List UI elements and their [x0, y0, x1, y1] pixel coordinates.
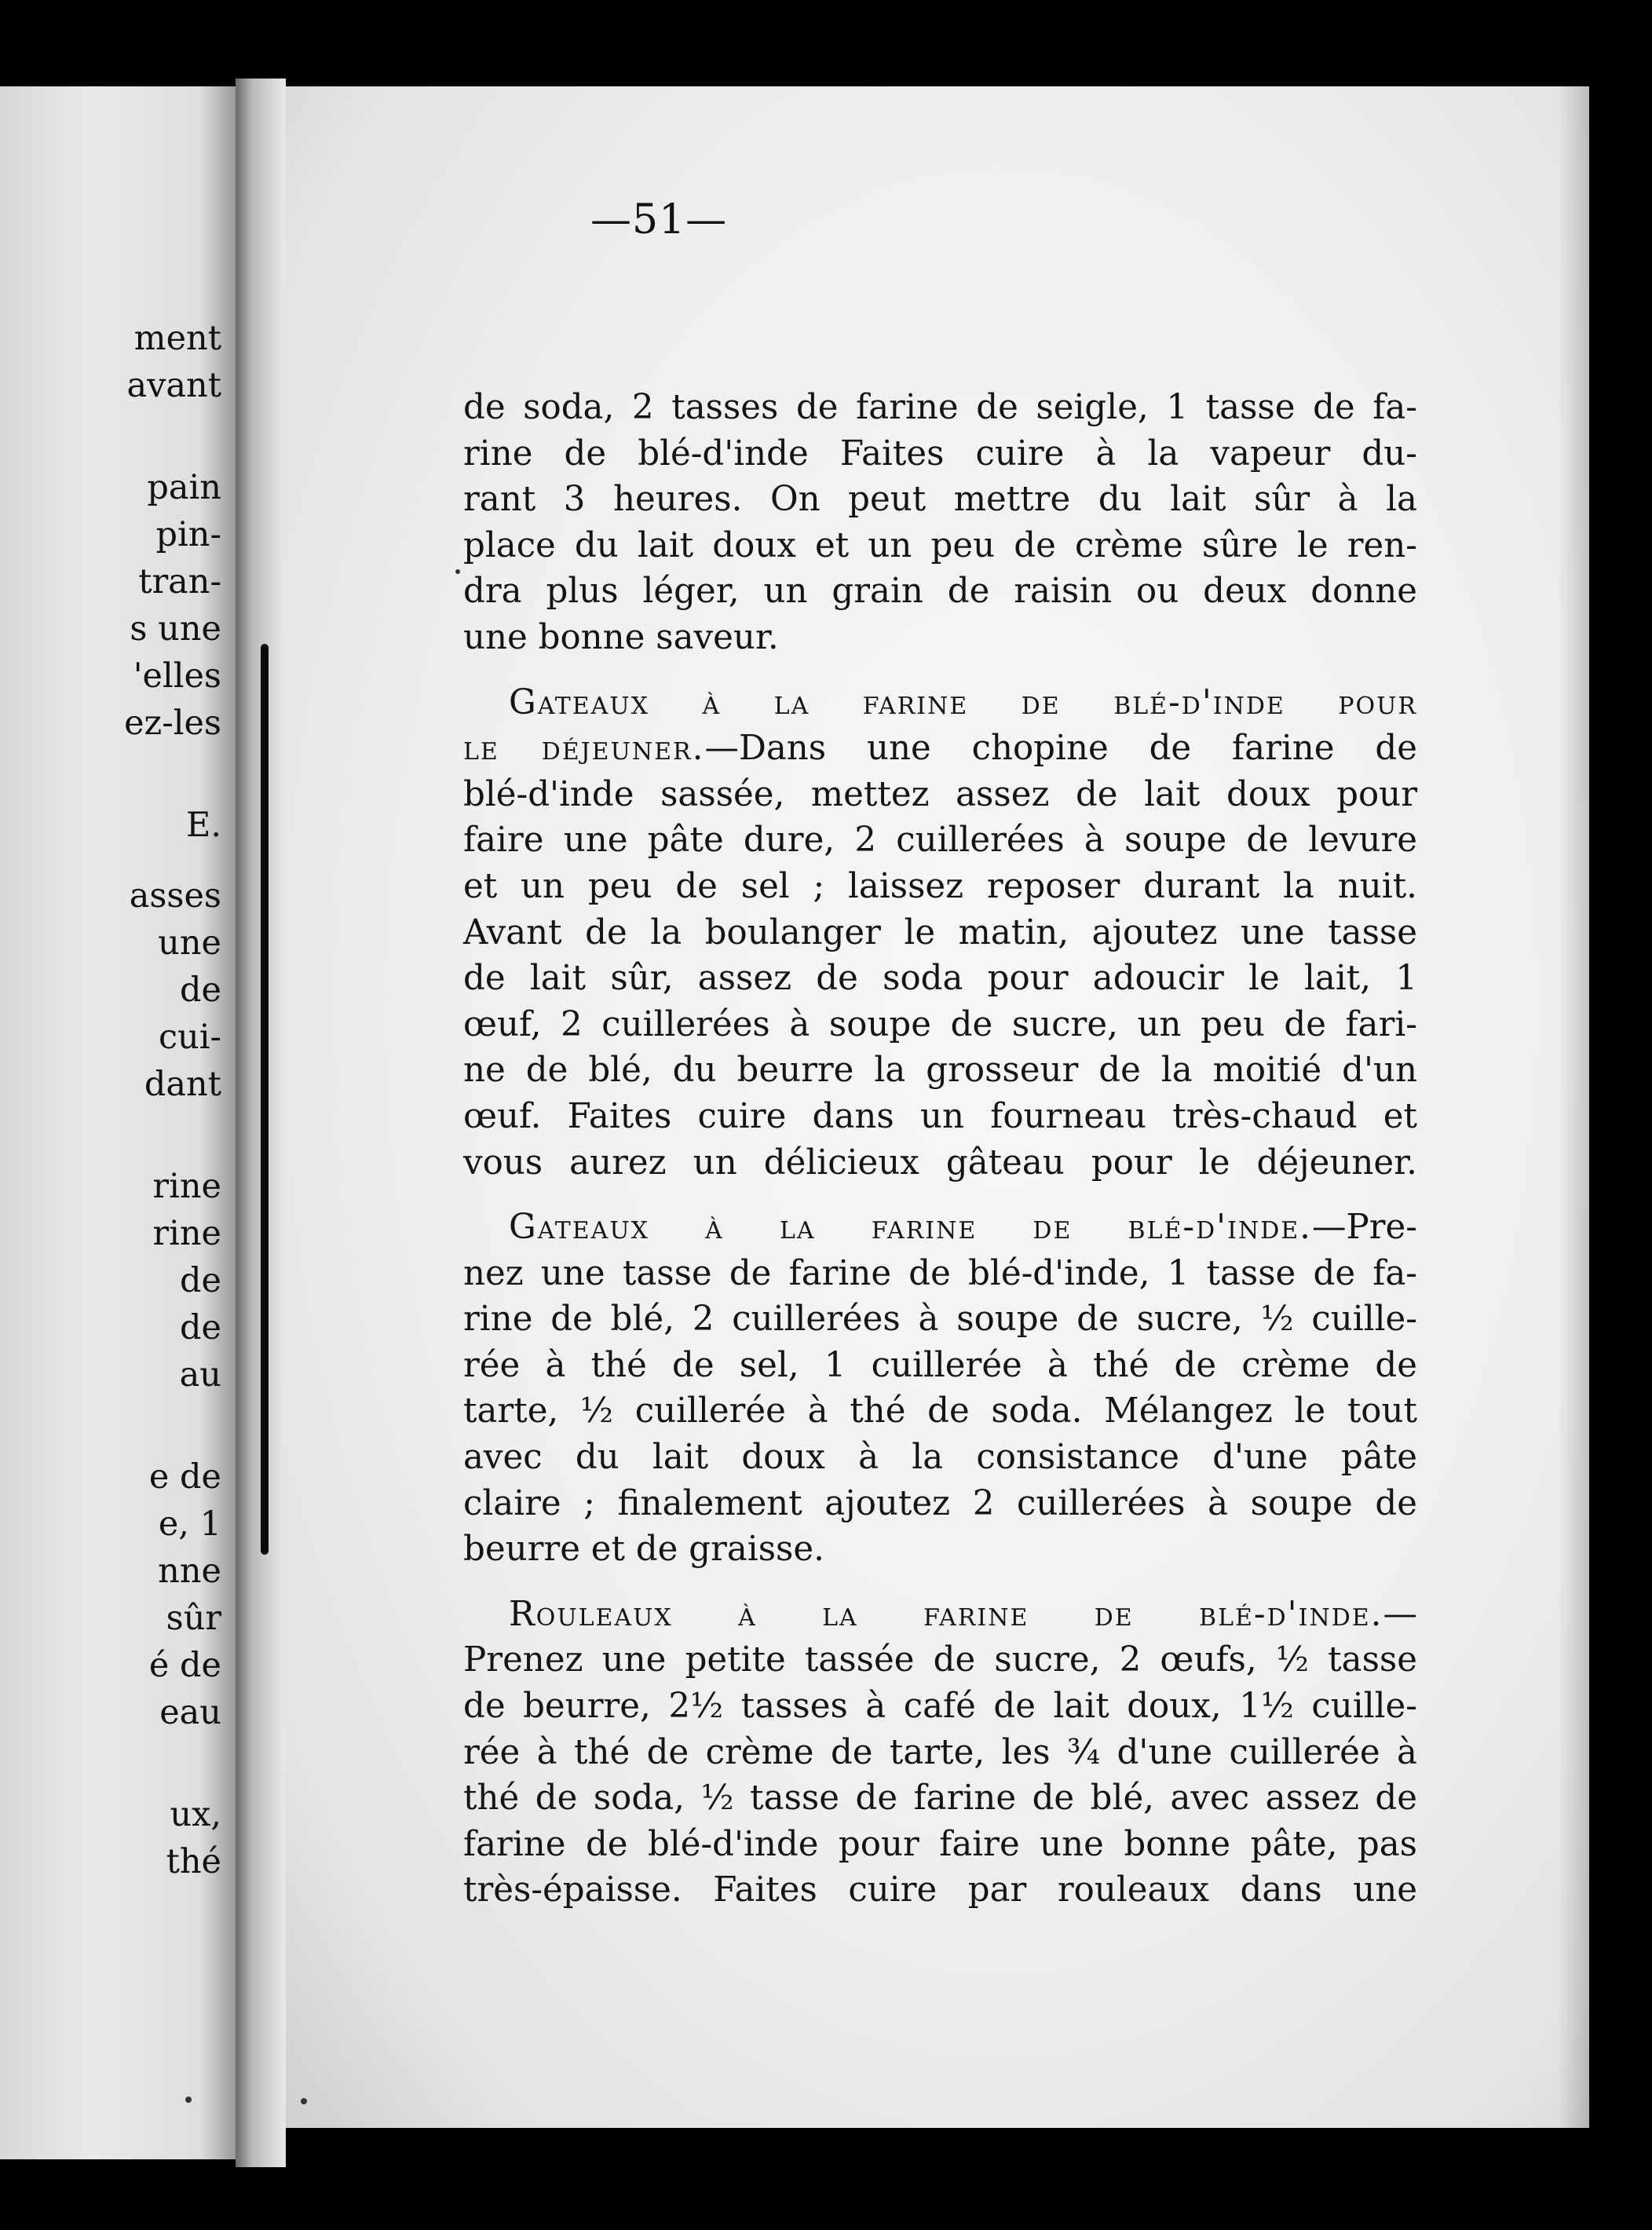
previous-page-text-line: 'elles [133, 656, 221, 696]
intro-paragraph [463, 385, 1417, 661]
paper-speck [301, 2098, 307, 2104]
text-line: dra plus léger, un grain de raisin ou deux donne [463, 572, 1417, 612]
page-edge-shadow [1558, 86, 1589, 2128]
previous-page-text-line: au [179, 1355, 221, 1395]
paper-speck [185, 2097, 192, 2103]
page-body [463, 385, 1417, 1914]
paper-speck [455, 569, 460, 574]
previous-page-text-line: tran- [138, 562, 221, 601]
recipe-gateaux-dejeuner [463, 680, 1417, 1186]
previous-page-fragment [0, 86, 236, 2159]
previous-page-text-line: é de [148, 1646, 221, 1685]
previous-page-text-line: thé [166, 1842, 221, 1881]
text-line: tarte, ½ cuillerée à thé de soda. Mélangez le tout [463, 1391, 1417, 1431]
recipe-rouleaux-farine-ble-dinde [463, 1592, 1417, 1914]
text-line: œuf, 2 cuillerées à soupe de sucre, un peu de fari- [463, 1004, 1417, 1044]
recipe-gateaux-farine-ble-dinde [463, 1205, 1417, 1573]
text-line: rée à thé de crème de tarte, les ¾ d'une cuillerée à [463, 1732, 1417, 1772]
previous-page-text-line: ux, [170, 1795, 221, 1834]
recipe-title: le déjeuner. [463, 729, 705, 769]
text-line: et un peu de sel ; laissez reposer durant la nuit. [463, 866, 1417, 906]
text-line: rine de blé-d'inde Faites cuire à la vapeur du- [463, 433, 1417, 473]
text-line [463, 1592, 1417, 1638]
text-line [463, 1205, 1417, 1251]
text-line: Avant de la boulanger le matin, ajoutez une tasse [463, 912, 1417, 952]
recipe-title: Rouleaux à la farine de blé-d'inde. [509, 1594, 1383, 1634]
previous-page-text-line: asses [129, 876, 221, 916]
text-line: thé de soda, ½ tasse de farine de blé, avec assez de [463, 1779, 1417, 1819]
previous-page-text-line: pin- [155, 515, 221, 554]
text-line: rée à thé de sel, 1 cuillerée à thé de crème de [463, 1345, 1417, 1385]
previous-page-text-line: de [180, 1261, 221, 1300]
recipe-text: — [1383, 1594, 1417, 1634]
previous-page-text-line: eau [159, 1693, 221, 1732]
text-line: blé-d'inde sassée, mettez assez de lait doux pour [463, 774, 1417, 814]
text-line: beurre et de graisse. [463, 1530, 824, 1570]
text-line: très-épaisse. Faites cuire par rouleaux dans une [463, 1870, 1417, 1910]
previous-page-text-line: s une [130, 609, 221, 649]
text-line: Prenez une petite tassée de sucre, 2 œufs, ½ tasse [463, 1640, 1417, 1680]
text-line: farine de blé-d'inde pour faire une bonne pâte, pas [463, 1824, 1417, 1864]
previous-page-text-line: de [180, 1308, 221, 1347]
previous-page-text-line: E. [185, 806, 221, 845]
text-line: rine de blé, 2 cuillerées à soupe de sucre, ½ cuille- [463, 1300, 1417, 1340]
previous-page-text-line: rine [152, 1214, 221, 1253]
text-line: de beurre, 2½ tasses à café de lait doux, 1½ cuille- [463, 1687, 1417, 1727]
page-number: —51— [590, 196, 728, 243]
previous-page-text-line: dant [144, 1065, 221, 1104]
text-line: œuf. Faites cuire dans un fourneau très-chaud et [463, 1096, 1417, 1136]
recipe-text: —Pre- [1311, 1208, 1417, 1248]
text-line: vous aurez un délicieux gâteau pour le déjeuner. [463, 1142, 1417, 1183]
previous-page-text-line: une [158, 923, 221, 963]
previous-page-text-line: cui- [158, 1018, 221, 1057]
previous-page-text-line: e de [148, 1457, 221, 1497]
text-line: ne de blé, du beurre la grosseur de la moitié d'un [463, 1051, 1417, 1091]
previous-page-text-line: ment [133, 319, 221, 358]
binding-thread [261, 644, 269, 1555]
recipe-text: —Dans une chopine de farine de [704, 729, 1418, 769]
text-line: de soda, 2 tasses de farine de seigle, 1 tasse de fa- [463, 388, 1417, 427]
text-line: avec du lait doux à la consistance d'une pâte [463, 1438, 1417, 1478]
text-line: faire une pâte dure, 2 cuillerées à soupe de levure [463, 821, 1417, 861]
text-line: de lait sûr, assez de soda pour adoucir le lait, 1 [463, 959, 1417, 999]
previous-page-text-line: nne [158, 1552, 221, 1591]
recipe-title: Gateaux à la farine de blé-d'inde. [509, 1208, 1312, 1248]
previous-page-text-line: sûr [166, 1599, 221, 1638]
previous-page-text-line: e, 1 [158, 1504, 221, 1544]
previous-page-text-line: rine [152, 1167, 221, 1206]
previous-page-text-line: pain [147, 468, 221, 507]
previous-page-text-line: de [180, 971, 221, 1010]
text-line [463, 726, 1417, 772]
text-line: une bonne saveur. [463, 617, 779, 657]
text-line: nez une tasse de farine de blé-d'inde, 1 tasse de fa- [463, 1253, 1417, 1293]
text-line: claire ; finalement ajoutez 2 cuillerées à soupe de [463, 1483, 1417, 1523]
recipe-title: Gateaux à la farine de blé-d'inde pour [509, 682, 1417, 722]
text-line: place du lait doux et un peu de crème sûre le ren- [463, 525, 1417, 565]
previous-page-text-line: ez-les [124, 704, 221, 743]
previous-page-text-line: avant [126, 366, 221, 405]
text-line: rant 3 heures. On peut mettre du lait sûr à la [463, 480, 1417, 520]
